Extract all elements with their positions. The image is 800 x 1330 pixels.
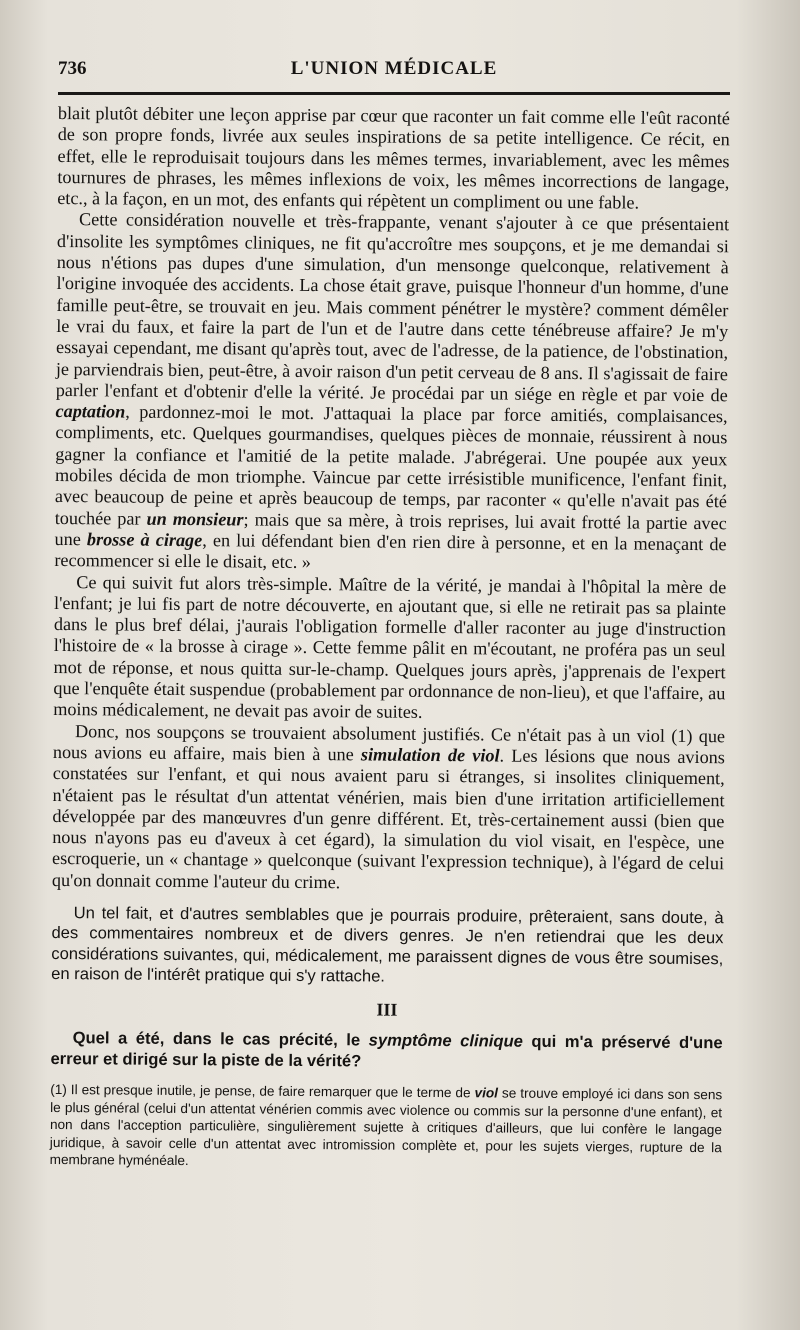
page-header	[58, 58, 730, 95]
italic-term: viol	[474, 1085, 499, 1101]
page-number: 736	[58, 58, 87, 79]
question-paragraph: Quel a été, dans le cas précité, le symptôme clinique qui m'a préservé d'une erreur et dirigé sur la piste de la vérité?	[50, 1028, 723, 1071]
paragraph-5: Un tel fait, et d'autres semblables que je pourrais produire, prêteraient, sans doute, à des commentaires nombreux et de divers genres. Je n'en retiendrai que les deux considérations suivantes, qui, médicalement, me paraissent dignes de vous être soumises, en raison de l'intérêt pratique qui s'y rattache.	[51, 903, 724, 987]
italic-term: symptôme clinique	[368, 1030, 523, 1051]
running-head: L'UNION MÉDICALE	[290, 58, 498, 79]
italic-term: brosse à cirage	[86, 529, 203, 551]
italic-term: simulation de viol	[360, 744, 500, 766]
paragraph-1: blait plutôt débiter une leçon apprise par cœur que raconter un fait comme elle l'eût raconté de son propre fonds, livrée aux seules inspirations de sa petite intelligence. Ce récit, en effet, elle le reproduisait toujours dans les mêmes termes, invariablement, avec les mêmes tournures de phrases, les mêmes inflexions de voix, les mêmes incorrections de langage, etc., à la façon, en un mot, des enfants qui répètent un compliment ou une fable.	[57, 103, 730, 213]
body-text	[50, 103, 730, 1174]
section-heading: III	[376, 999, 398, 1020]
footnote: (1) Il est presque inutile, je pense, de faire remarquer que le terme de viol se trouve employé ici dans son sens le plus général (celui d'un attentat vénérien commis avec violence ou commis sur la personne d'une enfant), et non dans l'acception particulière, singulièrement sujette à critiques d'ailleurs, que lui confère le langage juridique, à savoir celle d'un attentat avec intromission complète et, pour les sujets vierges, rupture de la membrane hyménéale.	[49, 1082, 723, 1169]
section-2	[50, 903, 723, 1075]
italic-term: captation	[55, 401, 126, 422]
paragraph-3: Ce qui suivit fut alors très-simple. Maître de la vérité, je mandai à l'hôpital la mère de l'enfant; je lui fis part de notre découverte, en ajoutant que, si elle ne retirait pas sa plainte dans le plus bref délai, j'aurais l'obligation formelle d'aller raconter au juge d'instruction l'histoire de « la brosse à cirage ». Cette femme pâlit en m'écoutant, ne proféra pas un seul mot de réponse, et nous quitta sur-le-champ. Quelques jours après, j'apprenais de l'expert que l'enquête était suspendue (probablement par ordonnance de non-lieu), et que l'affaire, au moins médicalement, ne devait pas avoir de suites.	[53, 571, 727, 723]
italic-term: un monsieur	[146, 508, 244, 530]
paragraph-4: Donc, nos soupçons se trouvaient absolument justifiés. Ce n'était pas à un viol (1) que nous avions eu affaire, mais bien à une simulation de viol. Les lésions que nous avions constatées sur l'enfant, et qui nous avaient paru si étranges, si insolites cliniquement, n'étaient pas le résultat d'un attentat vénérien, mais bien d'une irritation artificiellement développée par des manœuvres d'un genre différent. Et, très-certainement aussi (bien que nous n'ayons pas eu d'aveux à cet égard), la simulation du viol visait, en l'espèce, une escroquerie, un « chantage » quelconque (suivant l'expression technique), à l'égard de celui qu'on donnait comme l'auteur du crime.	[51, 720, 726, 892]
paragraph-2: Cette considération nouvelle et très-frappante, venant s'ajouter à ce que présentaient d'insolite les symptômes cliniques, ne fit qu'accroître mes soupçons, et je me demandai si nous n'étions pas dupes d'une simulation, d'un mensonge quelconque, relativement à l'origine invoquée des accidents. La chose était grave, puisque l'honneur d'un homme, d'une famille peut-être, se trouvait en jeu. Mais comment pénétrer le mystère? comment démêler le vrai du faux, et faire la part de l'un et de l'autre dans cette ténébreuse affaire? Je m'y essayai cependant, me disant qu'après tout, avec de l'adresse, de la patience, de l'obstination, je parviendrais bien, peut-être, à avoir raison d'un petit cerveau de 8 ans. Il s'agissait de faire parler l'enfant et d'obtenir d'elle la vérité. Je procédai par un siége en règle et par voie de captation, pardonnez-moi le mot. J'attaquai la place par force amitiés, complaisances, compliments, etc. Quelques gourmandises, quelques pièces de monnaie, réussirent à nous gagner la confiance et l'amitié de la petite malade. J'abrégerai. Une poupée aux yeux mobiles décida de mon triomphe. Vaincue par cette irrésistible munificence, l'enfant finit, avec beaucoup de peine et après beaucoup de temps, par raconter « qu'elle n'avait pas été touchée par un monsieur; mais que sa mère, à trois reprises, lui avait frotté la partie avec une brosse à cirage, en lui défendant bien d'en rien dire à personne, et en la menaçant de recommencer si elle le disait, etc. »	[54, 209, 730, 573]
